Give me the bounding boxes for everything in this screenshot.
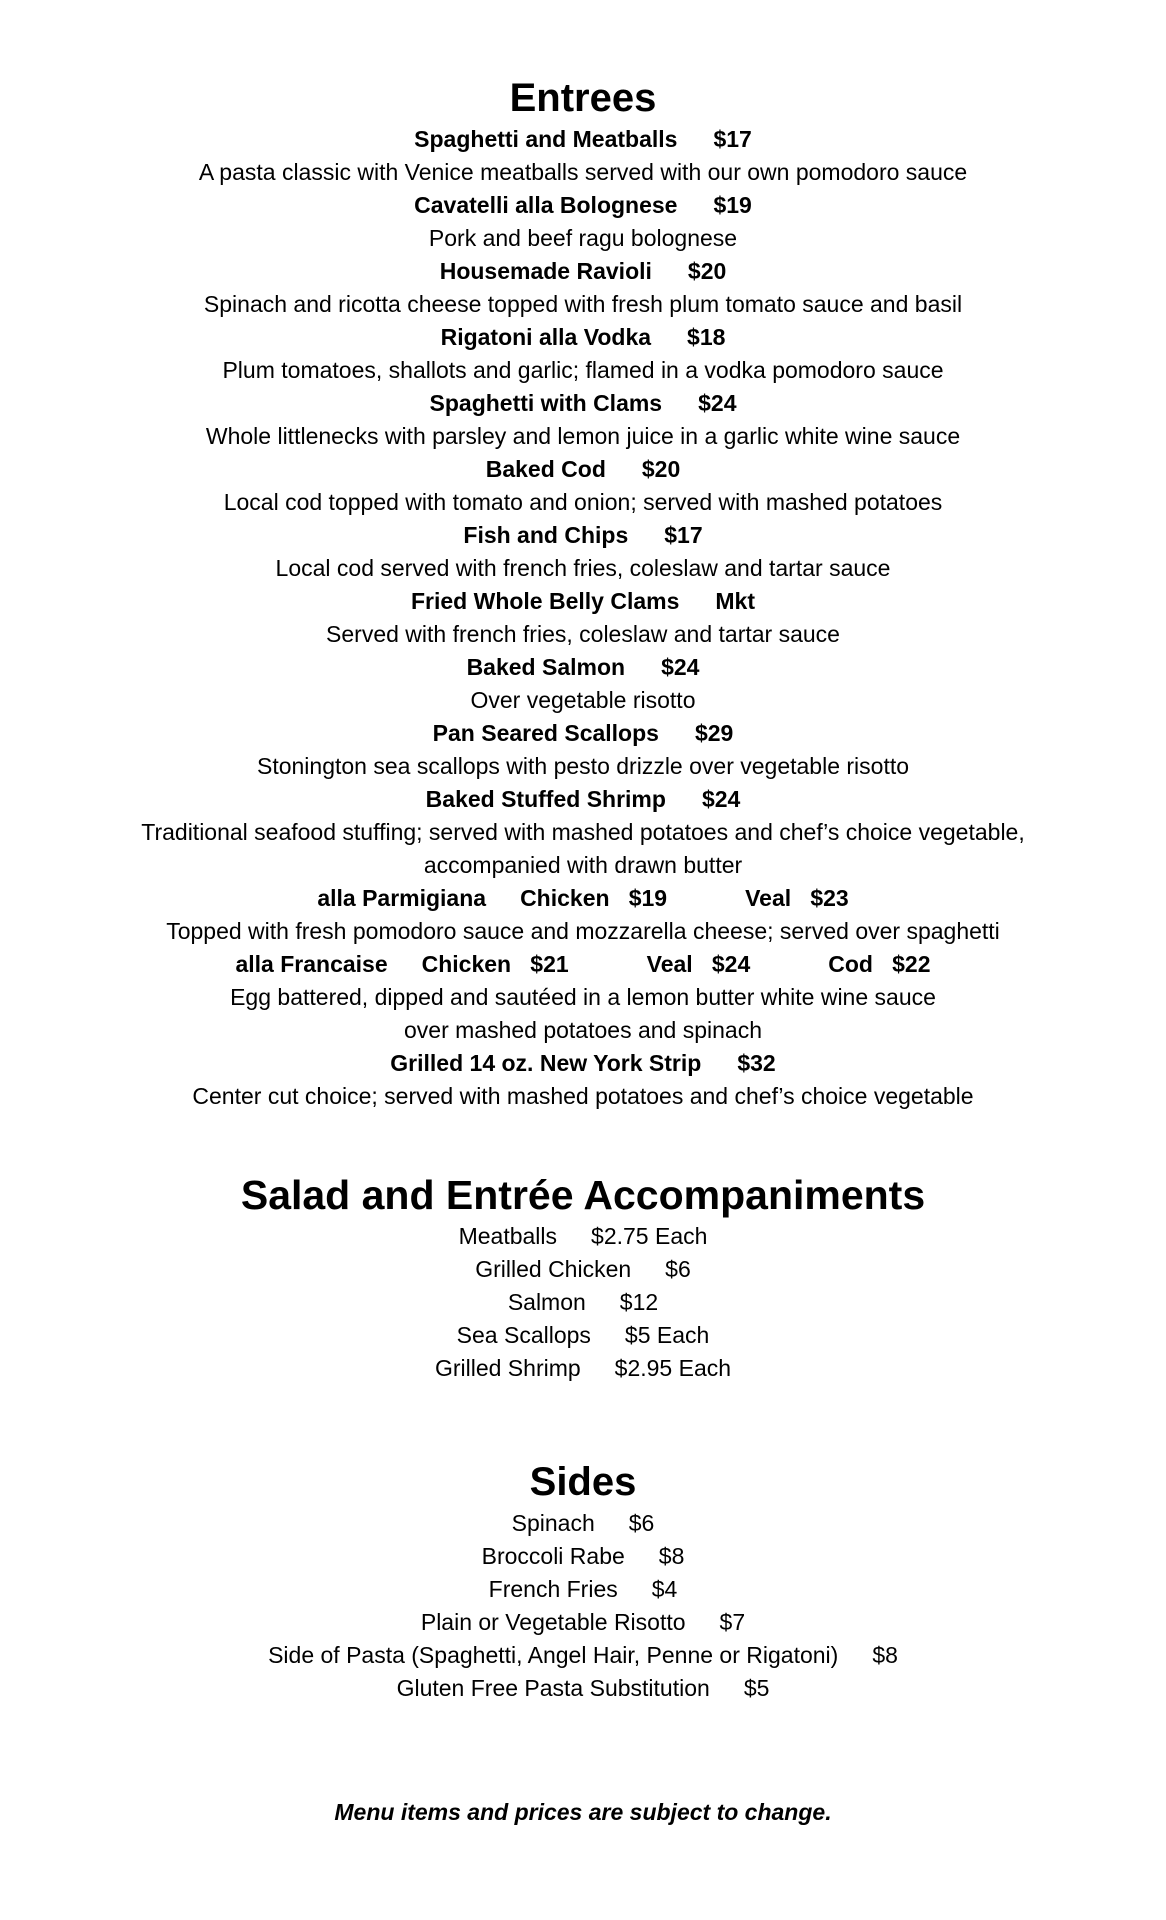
entree-name-line <box>0 585 1166 618</box>
entree-name: Cavatelli alla Bolognese <box>414 192 678 218</box>
sides-section <box>0 1457 1166 1705</box>
parmigiana-chicken-price: $19 <box>628 885 668 911</box>
side-price: $7 <box>719 1609 746 1635</box>
accompaniment-name: Grilled Shrimp <box>434 1355 581 1381</box>
accompaniment-line <box>0 1253 1166 1286</box>
sides-title: Sides <box>529 1460 637 1504</box>
entree-name: Baked Stuffed Shrimp <box>425 786 666 812</box>
francaise-veal-label: Veal <box>646 951 693 977</box>
accompaniment-line <box>0 1220 1166 1253</box>
strip-description: Center cut choice; served with mashed potatoes and chef’s choice vegetable <box>192 1083 974 1109</box>
francaise-chicken-price: $21 <box>530 951 569 977</box>
entree-name: Spaghetti and Meatballs <box>414 126 678 152</box>
entree-price: $29 <box>694 720 734 746</box>
side-price: $5 <box>743 1675 770 1701</box>
entree-price: $17 <box>713 126 752 152</box>
entree-description: Whole littlenecks with parsley and lemon juice in a garlic white wine sauce <box>205 423 961 449</box>
francaise-description: Egg battered, dipped and sautéed in a lemon butter white wine sauce <box>230 984 936 1010</box>
accompaniment-line <box>0 1319 1166 1352</box>
parmigiana-line <box>0 882 1166 915</box>
strip-name-line <box>0 1047 1166 1080</box>
side-name: Gluten Free Pasta Substitution <box>396 1675 710 1701</box>
entree-price: Mkt <box>715 588 756 614</box>
entree-price: $17 <box>664 522 703 548</box>
entree-description: A pasta classic with Venice meatballs served with our own pomodoro sauce <box>198 159 968 185</box>
entree-price: $20 <box>687 258 727 284</box>
side-line <box>0 1507 1166 1540</box>
accompaniment-name: Salmon <box>507 1289 586 1315</box>
entree-price: $24 <box>661 654 700 680</box>
entree-name-line <box>0 189 1166 222</box>
francaise-description-continued: over mashed potatoes and spinach <box>403 1017 763 1043</box>
accompaniment-price: $2.95 Each <box>614 1355 732 1381</box>
francaise-chicken-label: Chicken <box>421 951 512 977</box>
entree-name-line <box>0 387 1166 420</box>
entree-description: Spinach and ricotta cheese topped with fresh plum tomato sauce and basil <box>203 291 963 317</box>
accompaniment-price: $5 Each <box>624 1322 710 1348</box>
footer-note: Menu items and prices are subject to change. <box>334 1799 832 1825</box>
entree-name-line <box>0 123 1166 156</box>
parmigiana-name: alla Parmigiana <box>317 885 487 911</box>
francaise-cod-price: $22 <box>892 951 931 977</box>
entree-description: Plum tomatoes, shallots and garlic; flamed in a vodka pomodoro sauce <box>222 357 944 383</box>
parmigiana-veal-price: $23 <box>810 885 849 911</box>
entree-name: Housemade Ravioli <box>439 258 652 284</box>
side-name: Side of Pasta (Spaghetti, Angel Hair, Penne or Rigatoni) <box>268 1642 839 1668</box>
side-price: $8 <box>872 1642 898 1668</box>
entree-description: Stonington sea scallops with pesto drizzle over vegetable risotto <box>256 753 910 779</box>
entree-name: Baked Salmon <box>466 654 626 680</box>
parmigiana-veal-label: Veal <box>745 885 792 911</box>
accompaniment-name: Grilled Chicken <box>475 1256 632 1282</box>
side-line <box>0 1672 1166 1705</box>
entree-name-line <box>0 321 1166 354</box>
side-line <box>0 1639 1166 1672</box>
entree-name: Spaghetti with Clams <box>429 390 663 416</box>
entree-name-line <box>0 255 1166 288</box>
parmigiana-chicken-label: Chicken <box>520 885 610 911</box>
accompaniment-line <box>0 1286 1166 1319</box>
accompaniments-section <box>0 1170 1166 1385</box>
accompaniment-name: Sea Scallops <box>456 1322 591 1348</box>
entree-description: Pork and beef ragu bolognese <box>428 225 738 251</box>
accompaniments-title: Salad and Entrée Accompaniments <box>240 1172 926 1218</box>
entree-name-line <box>0 519 1166 552</box>
side-price: $4 <box>651 1576 678 1602</box>
accompaniment-price: $2.75 Each <box>591 1223 708 1249</box>
side-line <box>0 1540 1166 1573</box>
entree-name-line <box>0 717 1166 750</box>
side-line <box>0 1606 1166 1639</box>
entree-name-line <box>0 783 1166 816</box>
side-name: Broccoli Rabe <box>481 1543 625 1569</box>
entree-name: Baked Cod <box>485 456 606 482</box>
entree-name-line <box>0 651 1166 684</box>
accompaniment-name: Meatballs <box>458 1223 558 1249</box>
strip-name: Grilled 14 oz. New York Strip <box>390 1050 702 1076</box>
entree-price: $20 <box>641 456 681 482</box>
entree-name: Fried Whole Belly Clams <box>410 588 680 614</box>
side-name: Spinach <box>511 1510 595 1536</box>
accompaniment-price: $12 <box>619 1289 659 1315</box>
entree-description: Traditional seafood stuffing; served with mashed potatoes and chef’s choice vegetable, <box>141 819 1025 845</box>
entrees-title: Entrees <box>509 76 657 120</box>
entree-name: Pan Seared Scallops <box>432 720 659 746</box>
entree-description: Served with french fries, coleslaw and tartar sauce <box>326 621 840 647</box>
accompaniment-price: $6 <box>665 1256 691 1282</box>
entree-price: $18 <box>687 324 726 350</box>
entree-price: $24 <box>698 390 737 416</box>
entree-price: $24 <box>701 786 741 812</box>
francaise-line <box>0 948 1166 981</box>
entree-description: Over vegetable risotto <box>470 687 696 713</box>
francaise-name: alla Francaise <box>235 951 388 977</box>
side-name: French Fries <box>488 1576 618 1602</box>
side-name: Plain or Vegetable Risotto <box>420 1609 686 1635</box>
entree-price: $19 <box>713 192 752 218</box>
side-price: $8 <box>658 1543 685 1569</box>
side-price: $6 <box>628 1510 655 1536</box>
parmigiana-description: Topped with fresh pomodoro sauce and mozzarella cheese; served over spaghetti <box>166 918 1000 944</box>
entree-name-line <box>0 453 1166 486</box>
francaise-cod-label: Cod <box>828 951 873 977</box>
entree-description-continued: accompanied with drawn butter <box>423 852 743 878</box>
entree-description: Local cod topped with tomato and onion; served with mashed potatoes <box>223 489 943 515</box>
side-line <box>0 1573 1166 1606</box>
entrees-section <box>0 73 1166 1113</box>
entree-name: Fish and Chips <box>463 522 629 548</box>
entree-description: Local cod served with french fries, coleslaw and tartar sauce <box>275 555 891 581</box>
francaise-veal-price: $24 <box>711 951 751 977</box>
accompaniment-line <box>0 1352 1166 1385</box>
entree-name: Rigatoni alla Vodka <box>440 324 652 350</box>
strip-price: $32 <box>737 1050 776 1076</box>
